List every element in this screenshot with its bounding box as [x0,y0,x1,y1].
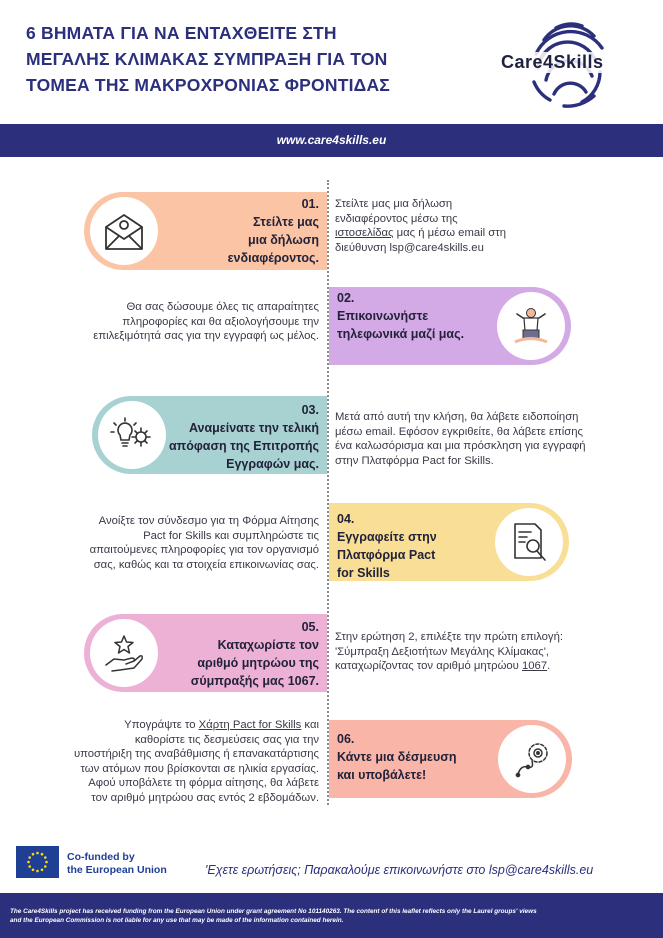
step-number: 04. [337,512,355,526]
pact-charter-link[interactable]: Χάρτη Pact for Skills [198,719,302,731]
step-title-line: ενδιαφέροντος. [227,251,319,265]
eu-line: Co-funded by [67,851,135,863]
eu-star [32,868,35,871]
envelope-icon [102,209,146,253]
footer-line: The Care4Skills project has received funding from the European Union under grant agreement No 101140263. The content of this leaflet reflects only the Laurel groups' views [10,908,537,915]
step-title-line: Επικοινωνήστε [337,309,429,323]
step-title-line: αριθμό μητρώου της [197,656,319,670]
eu-star [28,865,31,868]
title-line: ΤΟΜΕΑ ΤΗΣ ΜΑΚΡΟΧΡΟΝΙΑΣ ΦΡΟΝΤΙΔΑΣ [26,75,390,95]
step-4-description [90,514,319,572]
step-2-title [337,289,464,343]
step-3-icon-circle [98,401,166,469]
step-title-line: Εγγραφών μας. [226,457,319,471]
desc-line: μέσω email. Εφόσον εγκριθείτε, θα λάβετε επίσης [335,425,583,438]
lightbulb-gear-icon [110,413,154,457]
footer-line: and the European Commission is not liable for any use that may be made of the information contained herein. [10,916,344,924]
step-title-line: απόφαση της Επιτροπής [168,439,319,453]
eu-star [27,861,30,864]
eu-star [36,852,39,855]
step-title-line: for Skills [337,566,390,580]
desc-line [74,718,319,733]
eu-star [28,856,31,859]
eu-star [41,868,44,871]
step-number: 01. [301,197,319,211]
step-title-line: τηλεφωνικά μαζί μας. [337,327,465,341]
desc-text: καταχωρίζοντας τον αριθμό μητρώου [335,660,522,672]
desc-text: . [547,660,551,672]
step-title-line: Καταχωρίστε τον [217,638,319,652]
step-title-line: Αναμείνατε την τελική [188,421,319,435]
person-laptop-icon [509,304,553,348]
step-2-icon-circle [497,292,565,360]
step-title-line: σύμπραξής μας 1067. [190,674,319,688]
desc-line: ενδιαφέροντος μέσω της [335,212,458,225]
step-number: 03. [301,403,319,417]
step-number: 06. [337,732,355,746]
title-line: ΜΕΓΑΛΗΣ ΚΛΙΜΑΚΑΣ ΣΥΜΠΡΑΞΗ ΓΙΑ ΤΟΝ [26,49,388,69]
logo-text: Care4Skills [501,52,604,72]
eu-star [45,861,48,864]
step-5-title [191,618,319,690]
desc-line: των ατόμων που βρίσκονται σε ηλικία εργασίας. [80,762,319,775]
website-link[interactable]: ιστοσελίδας [335,227,394,239]
step-6-description [74,718,319,805]
step-1-description [335,197,506,255]
eu-star [36,870,39,873]
desc-line: διεύθυνση lsp@care4skills.eu [335,241,484,254]
eu-star [44,865,47,868]
desc-line: καθορίστε τις δεσμεύσεις σας για την [134,733,319,746]
step-1-icon-circle [90,197,158,265]
eu-star [32,853,35,856]
step-number: 05. [301,620,319,634]
eu-cofunded-label [67,851,167,877]
step-4-icon-circle [495,508,563,576]
eu-line: the European Union [67,864,167,876]
step-3-title [169,401,319,473]
desc-line [335,659,563,674]
step-title-line: Στείλτε μας [252,215,319,229]
desc-line: Μετά από αυτή την κλήση, θα λάβετε ειδοποίηση [335,411,579,423]
website-banner [0,124,663,157]
step-5-icon-circle [90,619,158,687]
desc-line: σας, καθώς και τα στοιχεία επικοινωνίας σας. [93,558,319,571]
desc-line [335,226,506,241]
title-line: 6 ΒΗΜΑΤΑ ΓΙΑ ΝΑ ΕΝΤΑΧΘΕΙΤΕ ΣΤΗ [26,23,337,43]
eu-flag-icon [16,846,59,878]
desc-line: ένα καλωσόρισμα και μια πρόσκληση για εγγραφή [335,440,586,452]
eu-star [41,853,44,856]
document-search-icon [507,520,551,564]
desc-line: Θα σας δώσουμε όλες τις απαραίτητες [126,301,319,313]
desc-line: πληροφορίες και θα αξιολογήσουμε την [122,315,319,328]
step-5-description [335,630,563,674]
step-title-line: Εγγραφείτε στην [337,530,437,544]
desc-text: μας ή μέσω email στη [393,227,507,239]
step-title-line: Κάντε μια δέσμευση [337,750,457,764]
desc-line: Ανοίξτε τον σύνδεσμο για τη Φόρμα Αίτησης [98,515,319,527]
desc-line: τον αριθμό μητρώου σας εντός 2 εβδομάδων. [91,791,319,804]
step-title-line: Πλατφόρμα Pact [337,548,436,562]
contact-questions: 'Εχετε ερωτήσεις; Παρακαλούμε επικοινωνήστε στο lsp@care4skills.eu [205,863,594,877]
step-4-title [337,510,437,582]
step-6-title [337,730,456,784]
desc-line: Στην ερώτηση 2, επιλέξτε την πρώτη επιλογή: [335,631,563,643]
step-3-description [335,410,586,468]
step-title-line: μια δήλωση [247,233,319,247]
desc-text: και [301,719,319,731]
step-1-title [228,195,319,267]
step-6-icon-circle [498,725,566,793]
desc-line: επιλεξιμότητά σας για την εγγραφή ως μέλος. [93,330,319,342]
desc-line: Pact for Skills και συμπληρώστε τις [143,529,319,542]
registration-number-link[interactable]: 1067 [521,660,548,672]
desc-line: Στείλτε μας μια δήλωση [335,198,453,210]
desc-line: απαιτούμενες πληροφορίες για τον οργανισμό [89,544,319,556]
step-number: 02. [337,291,355,305]
eu-star [44,856,47,859]
step-title-line: και υποβάλετε! [337,768,427,782]
desc-line: Αφού υποβάλετε τη φόρμα αίτησης, θα λάβετε [88,777,319,789]
desc-line: 'Σύμπραξη Δεξιοτήτων Μεγάλης Κλίμακας', [335,645,550,658]
desc-line: στην Πλατφόρμα Pact for Skills. [335,454,494,467]
footer-disclaimer [0,893,663,938]
desc-text: Υπογράψτε το [124,719,199,731]
timeline-divider [327,180,329,805]
website-link[interactable]: www.care4skills.eu [276,133,387,147]
hand-star-icon [102,631,146,675]
step-2-description [93,300,319,344]
target-path-icon [510,737,554,781]
desc-line: υποστήριξη της αναβάθμισης ή επανακατάρτισης [73,748,319,760]
page-title [26,20,456,98]
